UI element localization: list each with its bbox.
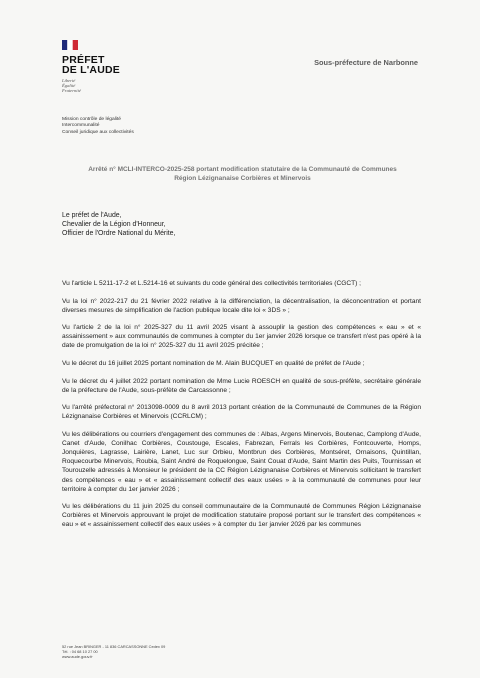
considerants-section bbox=[62, 279, 421, 538]
prefet-line: Chevalier de la Légion d'Honneur, bbox=[62, 221, 166, 229]
mission-block bbox=[62, 117, 134, 136]
considerant-paragraph: Vu la loi n° 2022-217 du 21 février 2022 relative à la différenciation, la décentralisation, la déconcentration et portant diverses mesures de simplification de l'action publique locale dite loi « 3DS » ; bbox=[62, 297, 421, 314]
marianne-icon bbox=[62, 40, 78, 50]
considerant-paragraph: Vu le décret du 4 juillet 2022 portant nomination de Mme Lucie ROESCH en qualité de sous-préfète, secrétaire générale de la préfecture de l'Aude, sous-préfète de Carcassonne ; bbox=[62, 377, 421, 394]
motto-fraternite: Fraternité bbox=[62, 88, 81, 93]
prefet-titles bbox=[62, 211, 175, 239]
logo-title-line2: DE L'AUDE bbox=[62, 64, 120, 76]
considerant-paragraph: Vu l'arrêté préfectoral n° 2013098-0009 du 8 avril 2013 portant création de la Communauté de Communes de la Région Lézignanaise Corbières et Minervois (CCRLCM) ; bbox=[62, 404, 421, 421]
footer-address: 52 rue Jean BRINGER - 11 836 CARCASSONNE Cedex 09 bbox=[62, 644, 166, 649]
mission-line: Intercommunalité bbox=[62, 123, 100, 129]
mission-line: Conseil juridique aux collectivités bbox=[62, 129, 134, 135]
prefecture-logo bbox=[62, 40, 132, 93]
republic-motto bbox=[62, 78, 132, 93]
considerant-paragraph: Vu l'article 2 de la loi n° 2025-327 du 11 avril 2025 visant à assouplir la gestion des compétences « eau » et « assainissement » aux communautés de communes à compter du 1er janvier 2026 lorsque ce transfert n'est pas opéré à la date de promulgation de la loi n° 2025-327 du 11 avril 2025 précitée ; bbox=[62, 324, 421, 350]
subprefecture-name: Sous-préfecture de Narbonne bbox=[314, 58, 418, 67]
motto-liberte: Liberté bbox=[62, 78, 76, 83]
considerant-paragraph: Vu le décret du 16 juillet 2025 portant nomination de M. Alain BUCQUET en qualité de préfet de l'Aude ; bbox=[62, 360, 365, 368]
motto-egalite: Égalité bbox=[62, 83, 76, 88]
prefet-line: Officier de l'Ordre National du Mérite, bbox=[62, 230, 176, 238]
considerant-paragraph: Vu l'article L 5211-17-2 et L.5214-16 et suivants du code général des collectivités territoriales (CGCT) ; bbox=[62, 280, 361, 287]
footer-phone: Tél. : 04 68 10 27 00 bbox=[62, 649, 98, 654]
considerant-paragraph: Vu les délibérations du 11 juin 2025 du conseil communautaire de la Communauté de Communes Région Lézignanaise Corbières et Minervois approuvant le projet de modification statutaire proposé portant sur le transfert des compétences « eau » et « assainissement collectif des eaux usées » à compter du 1er janvier 2026 par les communes bbox=[62, 503, 421, 529]
decree-title: Arrêté n° MCLI-INTERCO-2025-258 portant modification statutaire de la Communauté de Communes Région Lézignanaise Corbières et Minervois bbox=[88, 166, 397, 182]
considerant-paragraph: Vu les délibérations ou courriers d'engagement des communes de : Albas, Argens Minervois, Boutenac, Camplong d'Aude, Canet d'Aude, Conilhac Corbières, Coustouge, Escales, Fabrezan, Ferrals les Corbières, Fontcouverte, Homps, Jonquières, Lagrasse, Lairière, Lanet, Luc sur Orbieu, Montbrun des Corbières, Montséret, Ornaisons, Quintillan, Roquecourbe Minervois, Roubia, Saint André de Roquelongue, Saint Couat d'Aude, Saint Martin des Puits, Tournissan et Tourouzelle adressés à Monsieur le président de la CC Région Lézignanaise Corbières et Minervois sollicitant le transfert des compétences « eau » et « assainissement collectif des eaux usées » à la communauté de communes pour leur territoire à compter du 1er janvier 2026 ; bbox=[62, 431, 421, 493]
logo-title-line1: PRÉFET bbox=[62, 54, 105, 66]
mission-line: Mission contrôle de légalité bbox=[62, 117, 121, 122]
prefet-line: Le préfet de l'Aude, bbox=[62, 212, 122, 219]
footer-website: www.aude.gouv.fr bbox=[62, 654, 93, 659]
page-footer bbox=[62, 644, 165, 659]
